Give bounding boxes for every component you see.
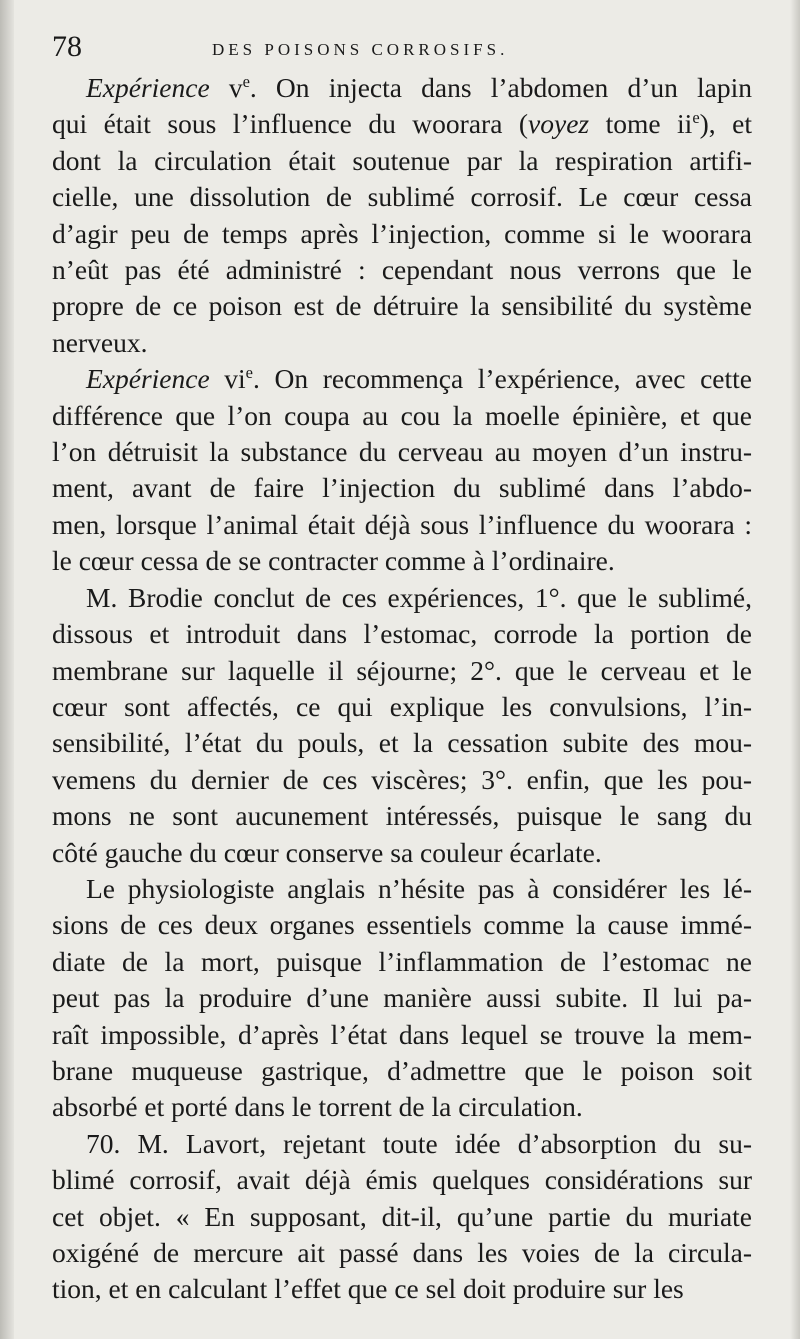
- text-run: cœur sont affectés, ce qui explique les convulsions, l’in-: [52, 690, 752, 722]
- text-line: [52, 1235, 752, 1271]
- text-line: [52, 143, 752, 179]
- text-run: cielle, une dissolution de sublimé corrosif. Le cœur cessa: [52, 181, 752, 213]
- text-run: Le physiologiste anglais n’hésite pas à considérer les lé-: [86, 872, 752, 904]
- paragraph: [52, 70, 752, 361]
- body-text: [52, 70, 752, 1308]
- page-number: 78: [52, 30, 82, 63]
- text-line: [52, 835, 752, 871]
- text-run: dont la circulation était soutenue par la respiration artifi-: [52, 144, 752, 176]
- text-run: vemens du dernier de ces viscères; 3°. enfin, que les pou-: [52, 763, 752, 795]
- text-run: cet objet. « En supposant, dit-il, qu’une partie du muriate: [52, 1200, 752, 1232]
- text-run: men, lorsque l’animal était déjà sous l’influence du woorara :: [52, 508, 752, 540]
- page-left-edge: [0, 0, 14, 1339]
- page-header: [52, 30, 752, 66]
- text-run: n’eût pas été administré : cependant nous verrons que le: [52, 254, 752, 286]
- text-run: oxigéné de mercure ait passé dans les voies de la circula-: [52, 1237, 752, 1268]
- text-line: [52, 798, 752, 834]
- paragraph: [52, 871, 752, 1126]
- text-line: [52, 288, 752, 324]
- text-run: nerveux.: [52, 326, 148, 358]
- text-run: propre de ce poison est de détruire la sensibilité du système: [52, 290, 752, 322]
- text-line: [52, 252, 752, 288]
- superscript: e: [245, 363, 253, 383]
- superscript: e: [692, 108, 700, 128]
- text-line: [52, 616, 752, 652]
- text-line: [52, 434, 752, 470]
- text-line: [52, 216, 752, 252]
- text-line: [52, 325, 752, 361]
- text-line: [52, 179, 752, 215]
- text-line: [52, 871, 752, 907]
- text-run: différence que l’on coupa au cou la moelle épinière, et que: [52, 399, 752, 431]
- page-right-edge: [790, 0, 800, 1339]
- text-run: tome ii: [589, 108, 693, 140]
- text-run: ), et: [699, 108, 752, 140]
- text-run: M. Brodie conclut de ces expériences, 1°. que le sublimé,: [86, 581, 752, 613]
- running-head: DES POISONS CORROSIFS.: [212, 40, 509, 59]
- text-line: [52, 944, 752, 980]
- italic-text: Expérience: [86, 72, 210, 103]
- text-run: vi: [209, 363, 246, 395]
- text-line: [52, 907, 752, 943]
- text-run: raît impossible, d’après l’état dans lequel se trouve la mem-: [52, 1018, 752, 1050]
- text-line: [52, 1089, 752, 1125]
- paragraph: [52, 361, 752, 579]
- italic-text: Expérience: [86, 363, 210, 395]
- text-run: le cœur cessa de se contracter comme à l’ordinaire.: [52, 545, 615, 577]
- text-line: [52, 1199, 752, 1235]
- text-run: côté gauche du cœur conserve sa couleur écarlate.: [52, 836, 602, 868]
- text-line: [52, 653, 752, 689]
- text-run: . On recommença l’expérience, avec cette: [253, 363, 753, 395]
- text-line: [52, 543, 752, 579]
- text-run: 70. M. Lavort, rejetant toute idée d’absorption du su-: [86, 1127, 752, 1159]
- text-line: [52, 361, 752, 397]
- text-run: mons ne sont aucunement intéressés, puisque le sang du: [52, 800, 752, 832]
- text-line: [52, 580, 752, 616]
- paragraph: [52, 1126, 752, 1308]
- text-run: l’on détruisit la substance du cerveau au moyen d’un instru-: [52, 436, 752, 468]
- text-run: absorbé et porté dans le torrent de la circulation.: [52, 1091, 583, 1123]
- text-line: [52, 70, 752, 106]
- text-line: [52, 725, 752, 761]
- text-run: sions de ces deux organes essentiels comme la cause immé-: [52, 909, 752, 941]
- superscript: e: [242, 72, 250, 92]
- text-run: d’agir peu de temps après l’injection, comme si le woorara: [52, 217, 752, 249]
- text-run: ment, avant de faire l’injection du sublimé dans l’abdo-: [52, 472, 752, 504]
- text-run: . On injecta dans l’abdomen d’un lapin: [249, 72, 752, 103]
- text-line: [52, 106, 752, 142]
- text-line: [52, 980, 752, 1016]
- text-run: brane muqueuse gastrique, d’admettre que le poison soit: [52, 1054, 752, 1086]
- text-line: [52, 1126, 752, 1162]
- text-line: [52, 689, 752, 725]
- text-run: dissous et introduit dans l’estomac, corrode la portion de: [52, 618, 752, 650]
- text-run: v: [209, 72, 243, 103]
- italic-text: voyez: [528, 108, 590, 140]
- text-run: qui était sous l’influence du woorara (: [52, 108, 529, 140]
- text-line: [52, 398, 752, 434]
- text-line: [52, 1017, 752, 1053]
- text-run: diate de la mort, puisque l’inflammation de l’estomac ne: [52, 945, 752, 977]
- text-line: [52, 762, 752, 798]
- text-run: peut pas la produire d’une manière aussi subite. Il lui pa-: [52, 982, 752, 1014]
- text-run: tion, et en calculant l’effet que ce sel doit produire sur les: [52, 1273, 684, 1305]
- text-run: sensibilité, l’état du pouls, et la cessation subite des mou-: [52, 727, 752, 759]
- paragraph: [52, 580, 752, 871]
- text-line: [52, 470, 752, 506]
- text-line: [52, 507, 752, 543]
- text-run: membrane sur laquelle il séjourne; 2°. que le cerveau et le: [52, 654, 752, 686]
- text-line: [52, 1162, 752, 1198]
- text-run: blimé corrosif, avait déjà émis quelques considérations sur: [52, 1164, 752, 1196]
- text-line: [52, 1271, 752, 1307]
- text-line: [52, 1053, 752, 1089]
